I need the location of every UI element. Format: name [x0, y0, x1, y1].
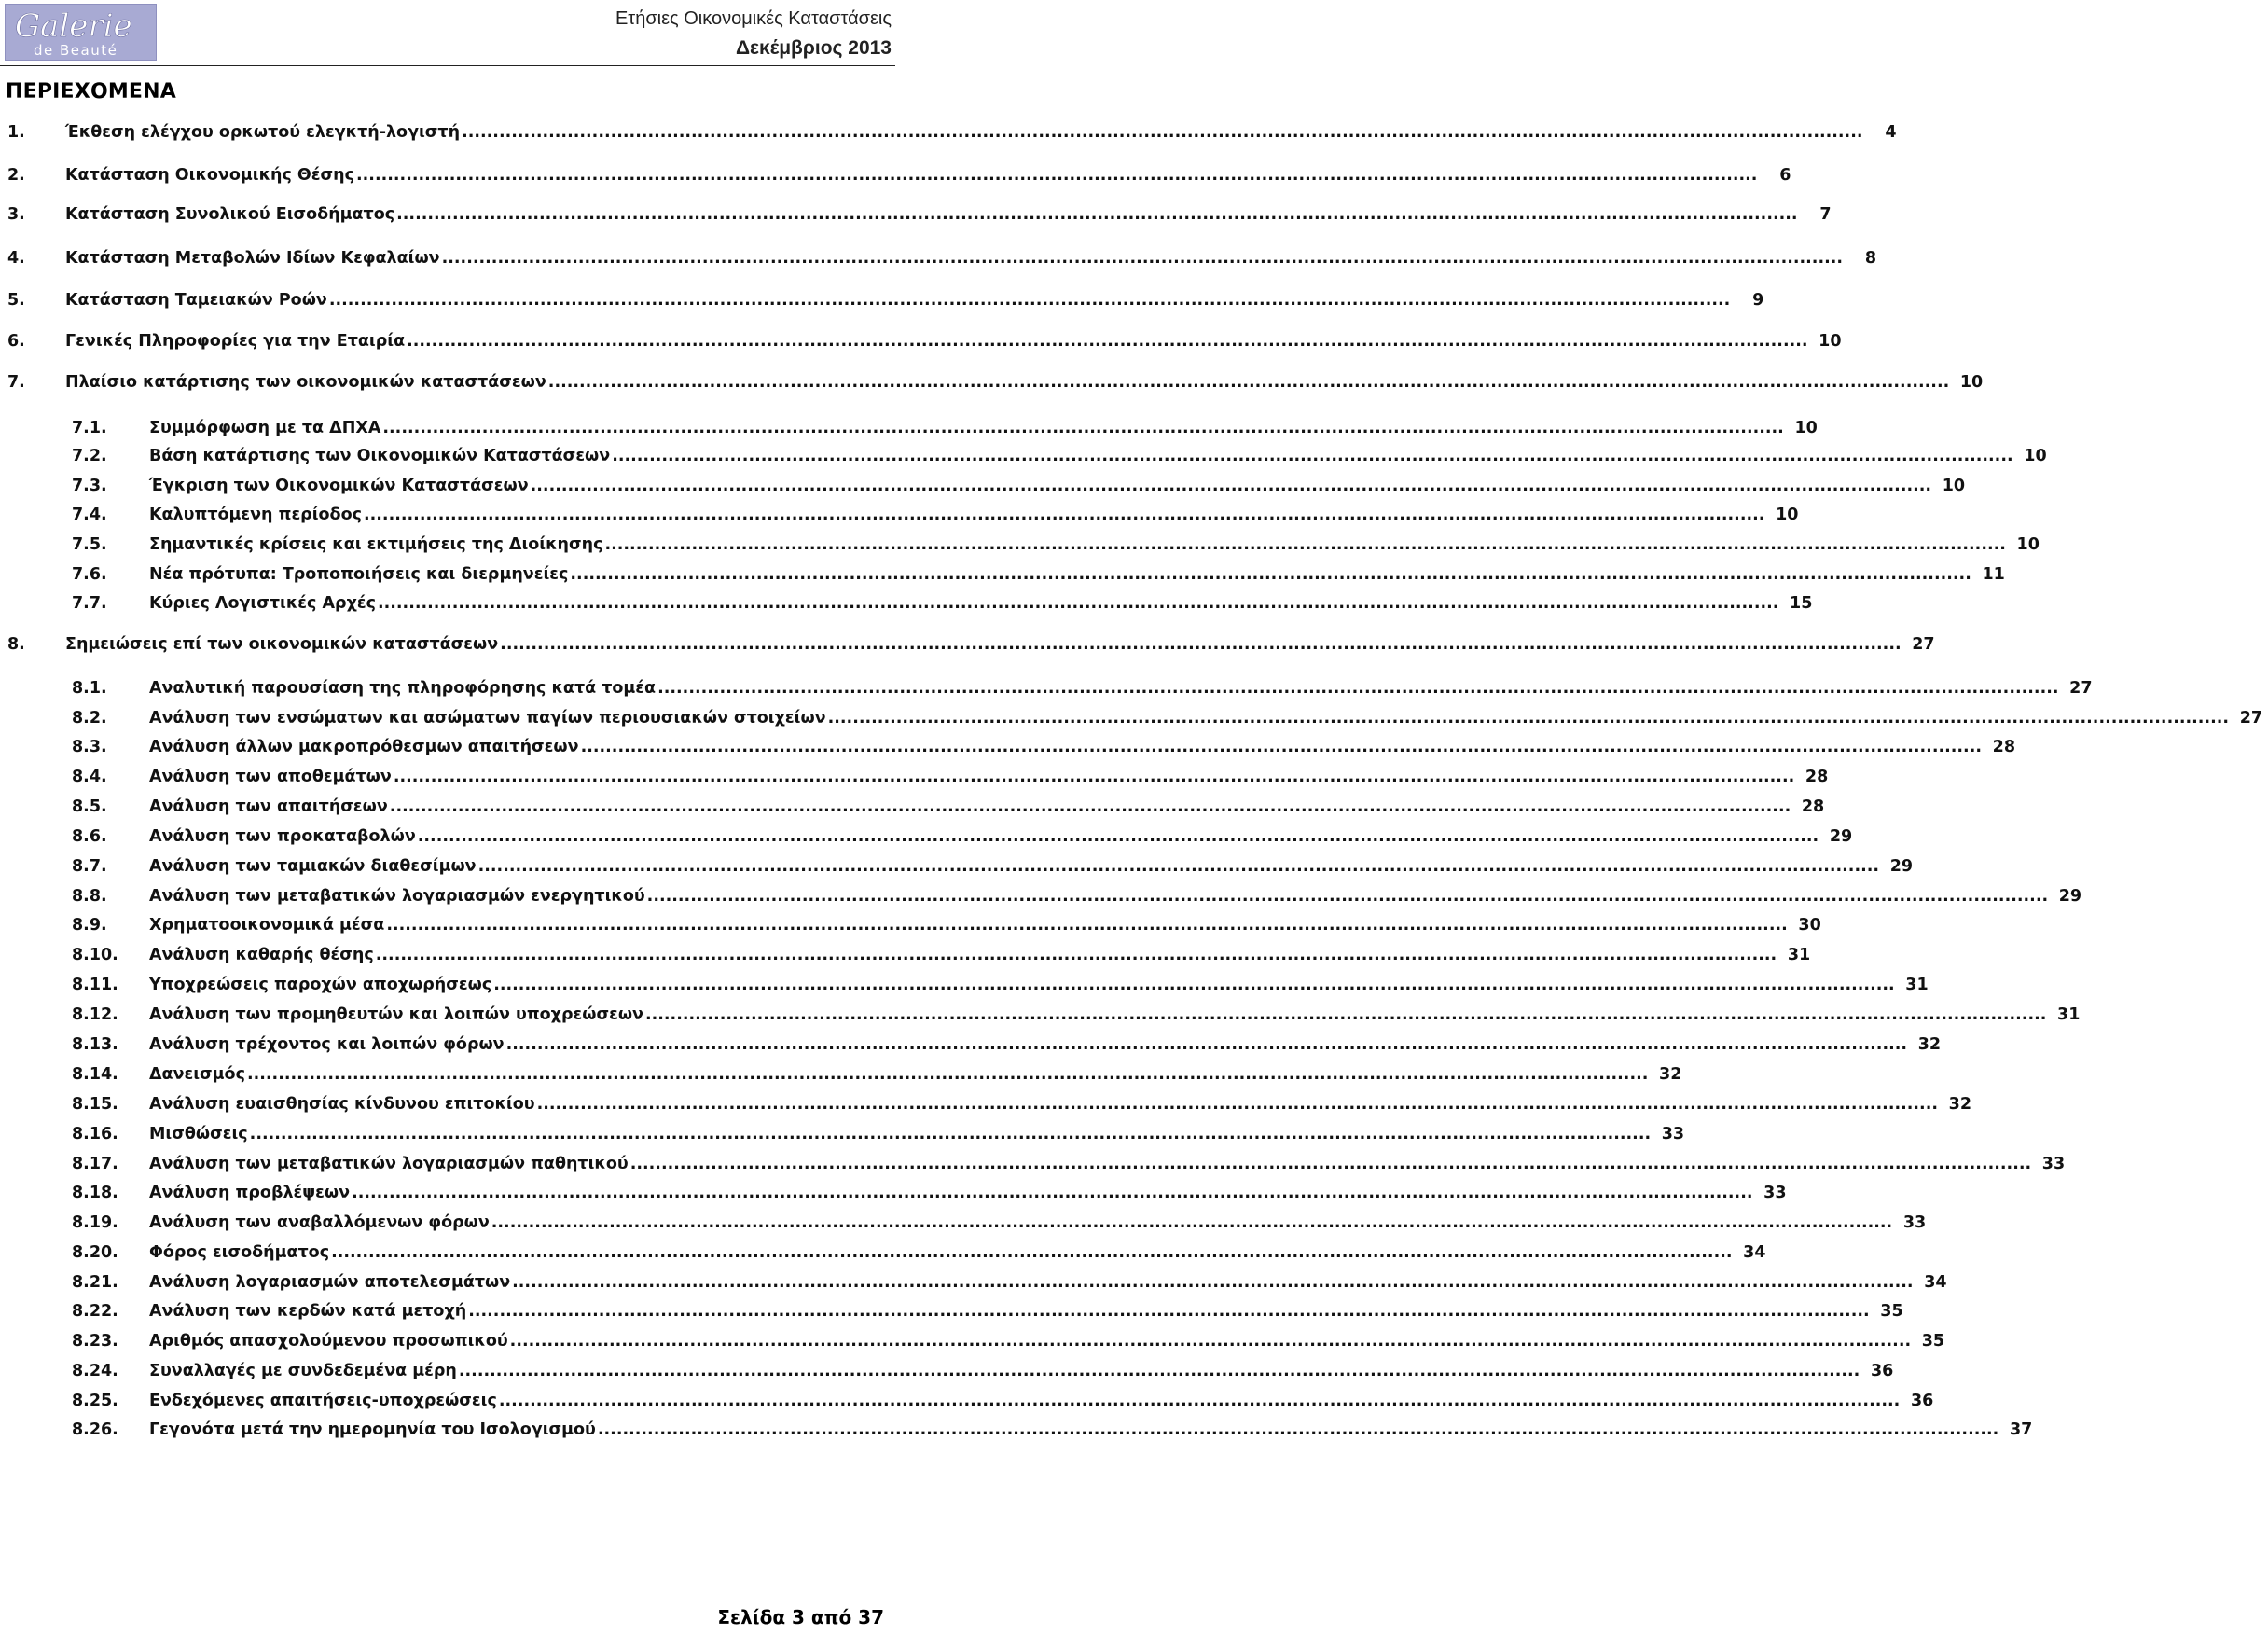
toc-entry-page: 28 [1801, 797, 1825, 816]
toc-entry[interactable] [0, 1419, 2033, 1441]
page-number: Σελίδα 3 από 37 [717, 1606, 884, 1628]
toc-entry[interactable] [0, 1033, 1942, 1056]
toc-dot-leader [442, 247, 1843, 270]
toc-entry-page: 27 [1912, 635, 1935, 654]
toc-entry-title: Δανεισμός [149, 1065, 245, 1084]
toc-dot-leader [630, 1153, 2031, 1175]
toc-dot-leader [537, 1093, 1938, 1115]
toc-entry[interactable] [0, 944, 1811, 966]
toc-entry[interactable] [0, 289, 1764, 312]
toc-entry-page: 8 [1864, 249, 1877, 268]
toc-dot-leader [493, 974, 1894, 996]
toc-entry-page: 10 [1959, 373, 1984, 392]
toc-entry-number: 3. [7, 205, 25, 224]
toc-entry-number: 8.6. [72, 827, 107, 846]
toc-dot-leader [247, 1063, 1648, 1086]
toc-entry[interactable] [0, 1271, 1947, 1294]
toc-entry-title: Ενδεχόμενες απαιτήσεις-υποχρεώσεις [149, 1392, 497, 1410]
toc-dot-leader [645, 1004, 2046, 1026]
toc-entry-page: 4 [1885, 123, 1897, 142]
toc-dot-leader [396, 203, 1797, 226]
toc-entry[interactable] [0, 1093, 1971, 1115]
toc-entry-title: Πλαίσιο κατάρτισης των οικονομικών καταστάσεων [65, 373, 546, 392]
toc-entry-page: 28 [1992, 738, 2015, 756]
toc-entry-title: Καλυπτόμενη περίοδος [149, 506, 362, 524]
toc-entry[interactable] [0, 1330, 1945, 1352]
toc-entry[interactable] [0, 533, 2040, 556]
toc-entry-page: 32 [1948, 1095, 1971, 1114]
toc-entry[interactable] [0, 974, 1929, 996]
toc-dot-leader [506, 1033, 1907, 1056]
toc-entry[interactable] [0, 445, 2047, 467]
toc-entry-page: 34 [1924, 1273, 1947, 1292]
toc-entry-title: Κατάσταση Συνολικού Εισοδήματος [65, 205, 395, 224]
toc-entry-page: 36 [1870, 1362, 1894, 1380]
logo-subtitle: de Beauté [34, 42, 118, 59]
toc-entry-title: Αναλυτική παρουσίαση της πληροφόρησης κατά τομέα [149, 679, 657, 698]
toc-entry-number: 8.13. [72, 1035, 118, 1054]
toc-dot-leader [828, 707, 2229, 729]
toc-entry-number: 8.19. [72, 1213, 118, 1232]
toc-entry[interactable] [0, 121, 1897, 144]
toc-entry-number: 8.4. [72, 768, 107, 786]
toc-entry[interactable] [0, 736, 2015, 758]
toc-entry-number: 8.2. [72, 709, 107, 727]
toc-entry-title: Μισθώσεις [149, 1125, 248, 1143]
toc-entry-page: 27 [2069, 679, 2093, 698]
toc-dot-leader [570, 563, 1971, 586]
toc-entry[interactable] [0, 825, 1853, 848]
toc-dot-leader [352, 1182, 1752, 1204]
toc-entry-number: 8.7. [72, 857, 107, 876]
toc-entry-number: 8.8. [72, 887, 107, 906]
toc-entry[interactable] [0, 1123, 1685, 1145]
toc-dot-leader [478, 855, 1879, 878]
toc-entry[interactable] [0, 592, 1813, 615]
toc-entry[interactable] [0, 796, 1825, 818]
toc-entry-title: Ανάλυση των μεταβατικών λογαριασμών ενεργητικού [149, 887, 645, 906]
toc-dot-leader [459, 1360, 1860, 1382]
toc-entry-page: 10 [1776, 506, 1799, 524]
toc-entry[interactable] [0, 371, 1984, 394]
toc-dot-leader [581, 736, 1982, 758]
toc-entry-number: 5. [7, 291, 25, 310]
toc-entry-page: 35 [1880, 1302, 1903, 1321]
toc-dot-leader [510, 1330, 1911, 1352]
toc-entry-title: Κατάσταση Ταμειακών Ροών [65, 291, 327, 310]
toc-entry[interactable] [0, 1153, 2066, 1175]
toc-dot-leader [657, 677, 2058, 700]
toc-entry[interactable] [0, 475, 1966, 497]
toc-entry-number: 8.12. [72, 1005, 118, 1024]
logo-wordmark: Galerie [15, 7, 132, 45]
toc-entry-title: Ανάλυση προβλέψεων [149, 1184, 351, 1202]
toc-entry-number: 8.20. [72, 1243, 118, 1262]
toc-entry[interactable] [0, 504, 1799, 526]
toc-entry[interactable] [0, 1004, 2081, 1026]
toc-dot-leader [531, 475, 1931, 497]
toc-entry-number: 8.18. [72, 1184, 118, 1202]
toc-entry-number: 8.3. [72, 738, 107, 756]
toc-dot-leader [499, 1390, 1900, 1412]
toc-entry-number: 8. [7, 635, 25, 654]
toc-entry-number: 8.16. [72, 1125, 118, 1143]
toc-dot-leader [331, 1241, 1732, 1264]
toc-dot-leader [376, 944, 1777, 966]
toc-entry-number: 7.3. [72, 477, 107, 495]
toc-entry-page: 10 [2024, 447, 2047, 465]
toc-entry-title: Κατάσταση Μεταβολών Ιδίων Κεφαλαίων [65, 249, 440, 268]
toc-entry-title: Σημειώσεις επί των οικονομικών καταστάσεων [65, 635, 499, 654]
toc-entry-title: Ανάλυση των απαιτήσεων [149, 797, 388, 816]
toc-entry-number: 8.14. [72, 1065, 118, 1084]
toc-entry-title: Ανάλυση των μεταβατικών λογαριασμών παθητικού [149, 1155, 629, 1173]
toc-entry-page: 10 [1942, 477, 1966, 495]
toc-entry-number: 8.21. [72, 1273, 118, 1292]
toc-entry-page: 36 [1910, 1392, 1934, 1410]
toc-dot-leader [468, 1300, 1869, 1323]
toc-entry-page: 27 [2239, 709, 2263, 727]
toc-entry-number: 7.1. [72, 419, 107, 437]
toc-entry[interactable] [0, 885, 2082, 908]
toc-entry-title: Υποχρεώσεις παροχών αποχωρήσεως [149, 976, 492, 994]
toc-entry-title: Ανάλυση των προμηθευτών και λοιπών υποχρεώσεων [149, 1005, 643, 1024]
toc-entry-page: 37 [2009, 1420, 2033, 1439]
toc-dot-leader [512, 1271, 1913, 1294]
toc-entry-page: 32 [1659, 1065, 1682, 1084]
toc-entry-title: Συμμόρφωση με τα ΔΠΧΑ [149, 419, 381, 437]
toc-entry-number: 8.10. [72, 946, 118, 964]
toc-entry-page: 10 [2016, 535, 2040, 554]
toc-entry-title: Ανάλυση άλλων μακροπρόθεσμων απαιτήσεων [149, 738, 579, 756]
toc-dot-leader [378, 592, 1778, 615]
toc-entry-page: 6 [1779, 166, 1791, 185]
toc-dot-leader [329, 289, 1730, 312]
toc-entry[interactable] [0, 1300, 1903, 1323]
toc-entry-title: Σημαντικές κρίσεις και εκτιμήσεις της Διοίκησης [149, 535, 603, 554]
toc-entry-title: Χρηματοοικονομικά μέσα [149, 916, 385, 935]
toc-entry-title: Ανάλυση των κερδών κατά μετοχή [149, 1302, 467, 1321]
toc-dot-leader [548, 371, 1949, 394]
document-title: Ετήσιες Οικονομικές Καταστάσεις [615, 8, 892, 29]
toc-entry-title: Έκθεση ελέγχου ορκωτού ελεγκτή-λογιστή [65, 123, 461, 142]
toc-entry-page: 33 [1763, 1184, 1787, 1202]
toc-entry-page: 15 [1790, 594, 1813, 613]
document-header [615, 4, 892, 63]
toc-entry-page: 30 [1798, 916, 1821, 935]
toc-entry-title: Ανάλυση των προκαταβολών [149, 827, 416, 846]
toc-entry-number: 8.25. [72, 1392, 118, 1410]
toc-entry-page: 33 [1661, 1125, 1685, 1143]
toc-entry-title: Γεγονότα μετά την ημερομηνία του Ισολογισμού [149, 1420, 596, 1439]
toc-entry[interactable] [0, 247, 1877, 270]
toc-entry-number: 7.4. [72, 506, 107, 524]
toc-entry-page: 28 [1805, 768, 1829, 786]
toc-dot-leader [390, 796, 1791, 818]
toc-entry-number: 8.5. [72, 797, 107, 816]
toc-entry-page: 31 [1905, 976, 1929, 994]
toc-dot-leader [647, 885, 2048, 908]
toc-entry-title: Ανάλυση των ταμιακών διαθεσίμων [149, 857, 477, 876]
toc-heading: ΠΕΡΙΕΧΟΜΕΝΑ [6, 80, 177, 104]
toc-entry-page: 9 [1752, 291, 1764, 310]
toc-entry-number: 8.11. [72, 976, 118, 994]
toc-entry-title: Ανάλυση των αποθεμάτων [149, 768, 392, 786]
toc-entry-number: 7.7. [72, 594, 107, 613]
toc-entry-page: 7 [1819, 205, 1832, 224]
toc-entry-page: 31 [1787, 946, 1811, 964]
toc-entry[interactable] [0, 1212, 1927, 1234]
toc-entry-title: Συναλλαγές με συνδεδεμένα μέρη [149, 1362, 457, 1380]
toc-entry[interactable] [0, 1390, 1934, 1412]
toc-entry-page: 10 [1794, 419, 1818, 437]
toc-dot-leader [382, 417, 1783, 439]
toc-dot-leader [500, 633, 1901, 656]
toc-entry[interactable] [0, 1182, 1787, 1204]
toc-entry-number: 8.9. [72, 916, 107, 935]
toc-entry-title: Ανάλυση λογαριασμών αποτελεσμάτων [149, 1273, 511, 1292]
toc-entry-page: 31 [2057, 1005, 2081, 1024]
toc-entry-page: 33 [2041, 1155, 2066, 1173]
toc-entry-page: 33 [1902, 1213, 1927, 1232]
toc-entry-title: Βάση κατάρτισης των Οικονομικών Καταστάσεων [149, 447, 611, 465]
toc-dot-leader [418, 825, 1819, 848]
toc-entry-number: 8.15. [72, 1095, 118, 1114]
toc-entry-number: 8.22. [72, 1302, 118, 1321]
toc-entry[interactable] [0, 914, 1821, 936]
toc-entry-number: 4. [7, 249, 25, 268]
toc-dot-leader [462, 121, 1862, 144]
toc-entry-title: Κύριες Λογιστικές Αρχές [149, 594, 376, 613]
toc-entry[interactable] [0, 707, 2263, 729]
toc-entry-title: Ανάλυση τρέχοντος και λοιπών φόρων [149, 1035, 505, 1054]
toc-entry-number: 8.17. [72, 1155, 118, 1173]
toc-entry-title: Αριθμός απασχολούμενου προσωπικού [149, 1332, 508, 1351]
toc-dot-leader [491, 1212, 1892, 1234]
header-divider [0, 65, 895, 66]
toc-entry-title: Κατάσταση Οικονομικής Θέσης [65, 166, 355, 185]
toc-entry-page: 34 [1743, 1243, 1766, 1262]
toc-entry[interactable] [0, 677, 2093, 700]
toc-entry-page: 29 [1889, 857, 1914, 876]
toc-entry-number: 8.23. [72, 1332, 118, 1351]
toc-dot-leader [394, 766, 1794, 788]
toc-entry-page: 29 [1829, 827, 1853, 846]
toc-entry[interactable] [0, 633, 1935, 656]
toc-entry-title: Ανάλυση των αναβαλλόμενων φόρων [149, 1213, 490, 1232]
toc-entry[interactable] [0, 855, 1914, 878]
toc-entry[interactable] [0, 203, 1832, 226]
toc-entry[interactable] [0, 563, 2005, 586]
toc-dot-leader [598, 1419, 1998, 1441]
toc-entry-page: 10 [1819, 332, 1842, 351]
toc-dot-leader [407, 330, 1807, 353]
toc-dot-leader [612, 445, 2012, 467]
toc-entry-title: Ανάλυση καθαρής θέσης [149, 946, 374, 964]
toc-dot-leader [604, 533, 2005, 556]
toc-dot-leader [386, 914, 1787, 936]
toc-entry[interactable] [0, 1241, 1766, 1264]
toc-entry[interactable] [0, 164, 1791, 187]
toc-entry-page: 35 [1921, 1332, 1945, 1351]
toc-entry-number: 7. [7, 373, 25, 392]
toc-entry-title: Ανάλυση των ενσώματων και ασώματων παγίων περιουσιακών στοιχείων [149, 709, 826, 727]
toc-entry[interactable] [0, 417, 1818, 439]
toc-entry-page: 29 [2058, 887, 2082, 906]
toc-entry-number: 1. [7, 123, 25, 142]
toc-dot-leader [364, 504, 1764, 526]
toc-dot-leader [356, 164, 1757, 187]
toc-entry-number: 8.26. [72, 1420, 118, 1439]
toc-entry[interactable] [0, 766, 1829, 788]
toc-entry-page: 32 [1917, 1035, 1942, 1054]
company-logo [5, 4, 157, 61]
toc-entry-title: Έγκριση των Οικονομικών Καταστάσεων [149, 477, 529, 495]
toc-entry-number: 8.24. [72, 1362, 118, 1380]
toc-entry-number: 2. [7, 166, 25, 185]
toc-entry-title: Ανάλυση ευαισθησίας κίνδυνου επιτοκίου [149, 1095, 535, 1114]
toc-entry-title: Φόρος εισοδήματος [149, 1243, 330, 1262]
toc-entry[interactable] [0, 330, 1842, 353]
toc-entry-number: 7.6. [72, 565, 107, 584]
toc-entry[interactable] [0, 1360, 1894, 1382]
toc-dot-leader [250, 1123, 1651, 1145]
toc-entry-number: 6. [7, 332, 25, 351]
toc-entry-title: Νέα πρότυπα: Τροποποιήσεις και διερμηνείες [149, 565, 569, 584]
toc-entry-title: Γενικές Πληροφορίες για την Εταιρία [65, 332, 406, 351]
toc-entry-page: 11 [1982, 565, 2005, 584]
toc-entry-number: 7.2. [72, 447, 107, 465]
toc-entry-number: 8.1. [72, 679, 107, 698]
toc-entry[interactable] [0, 1063, 1682, 1086]
document-date: Δεκέμβριος 2013 [735, 37, 892, 59]
toc-entry-number: 7.5. [72, 535, 107, 554]
